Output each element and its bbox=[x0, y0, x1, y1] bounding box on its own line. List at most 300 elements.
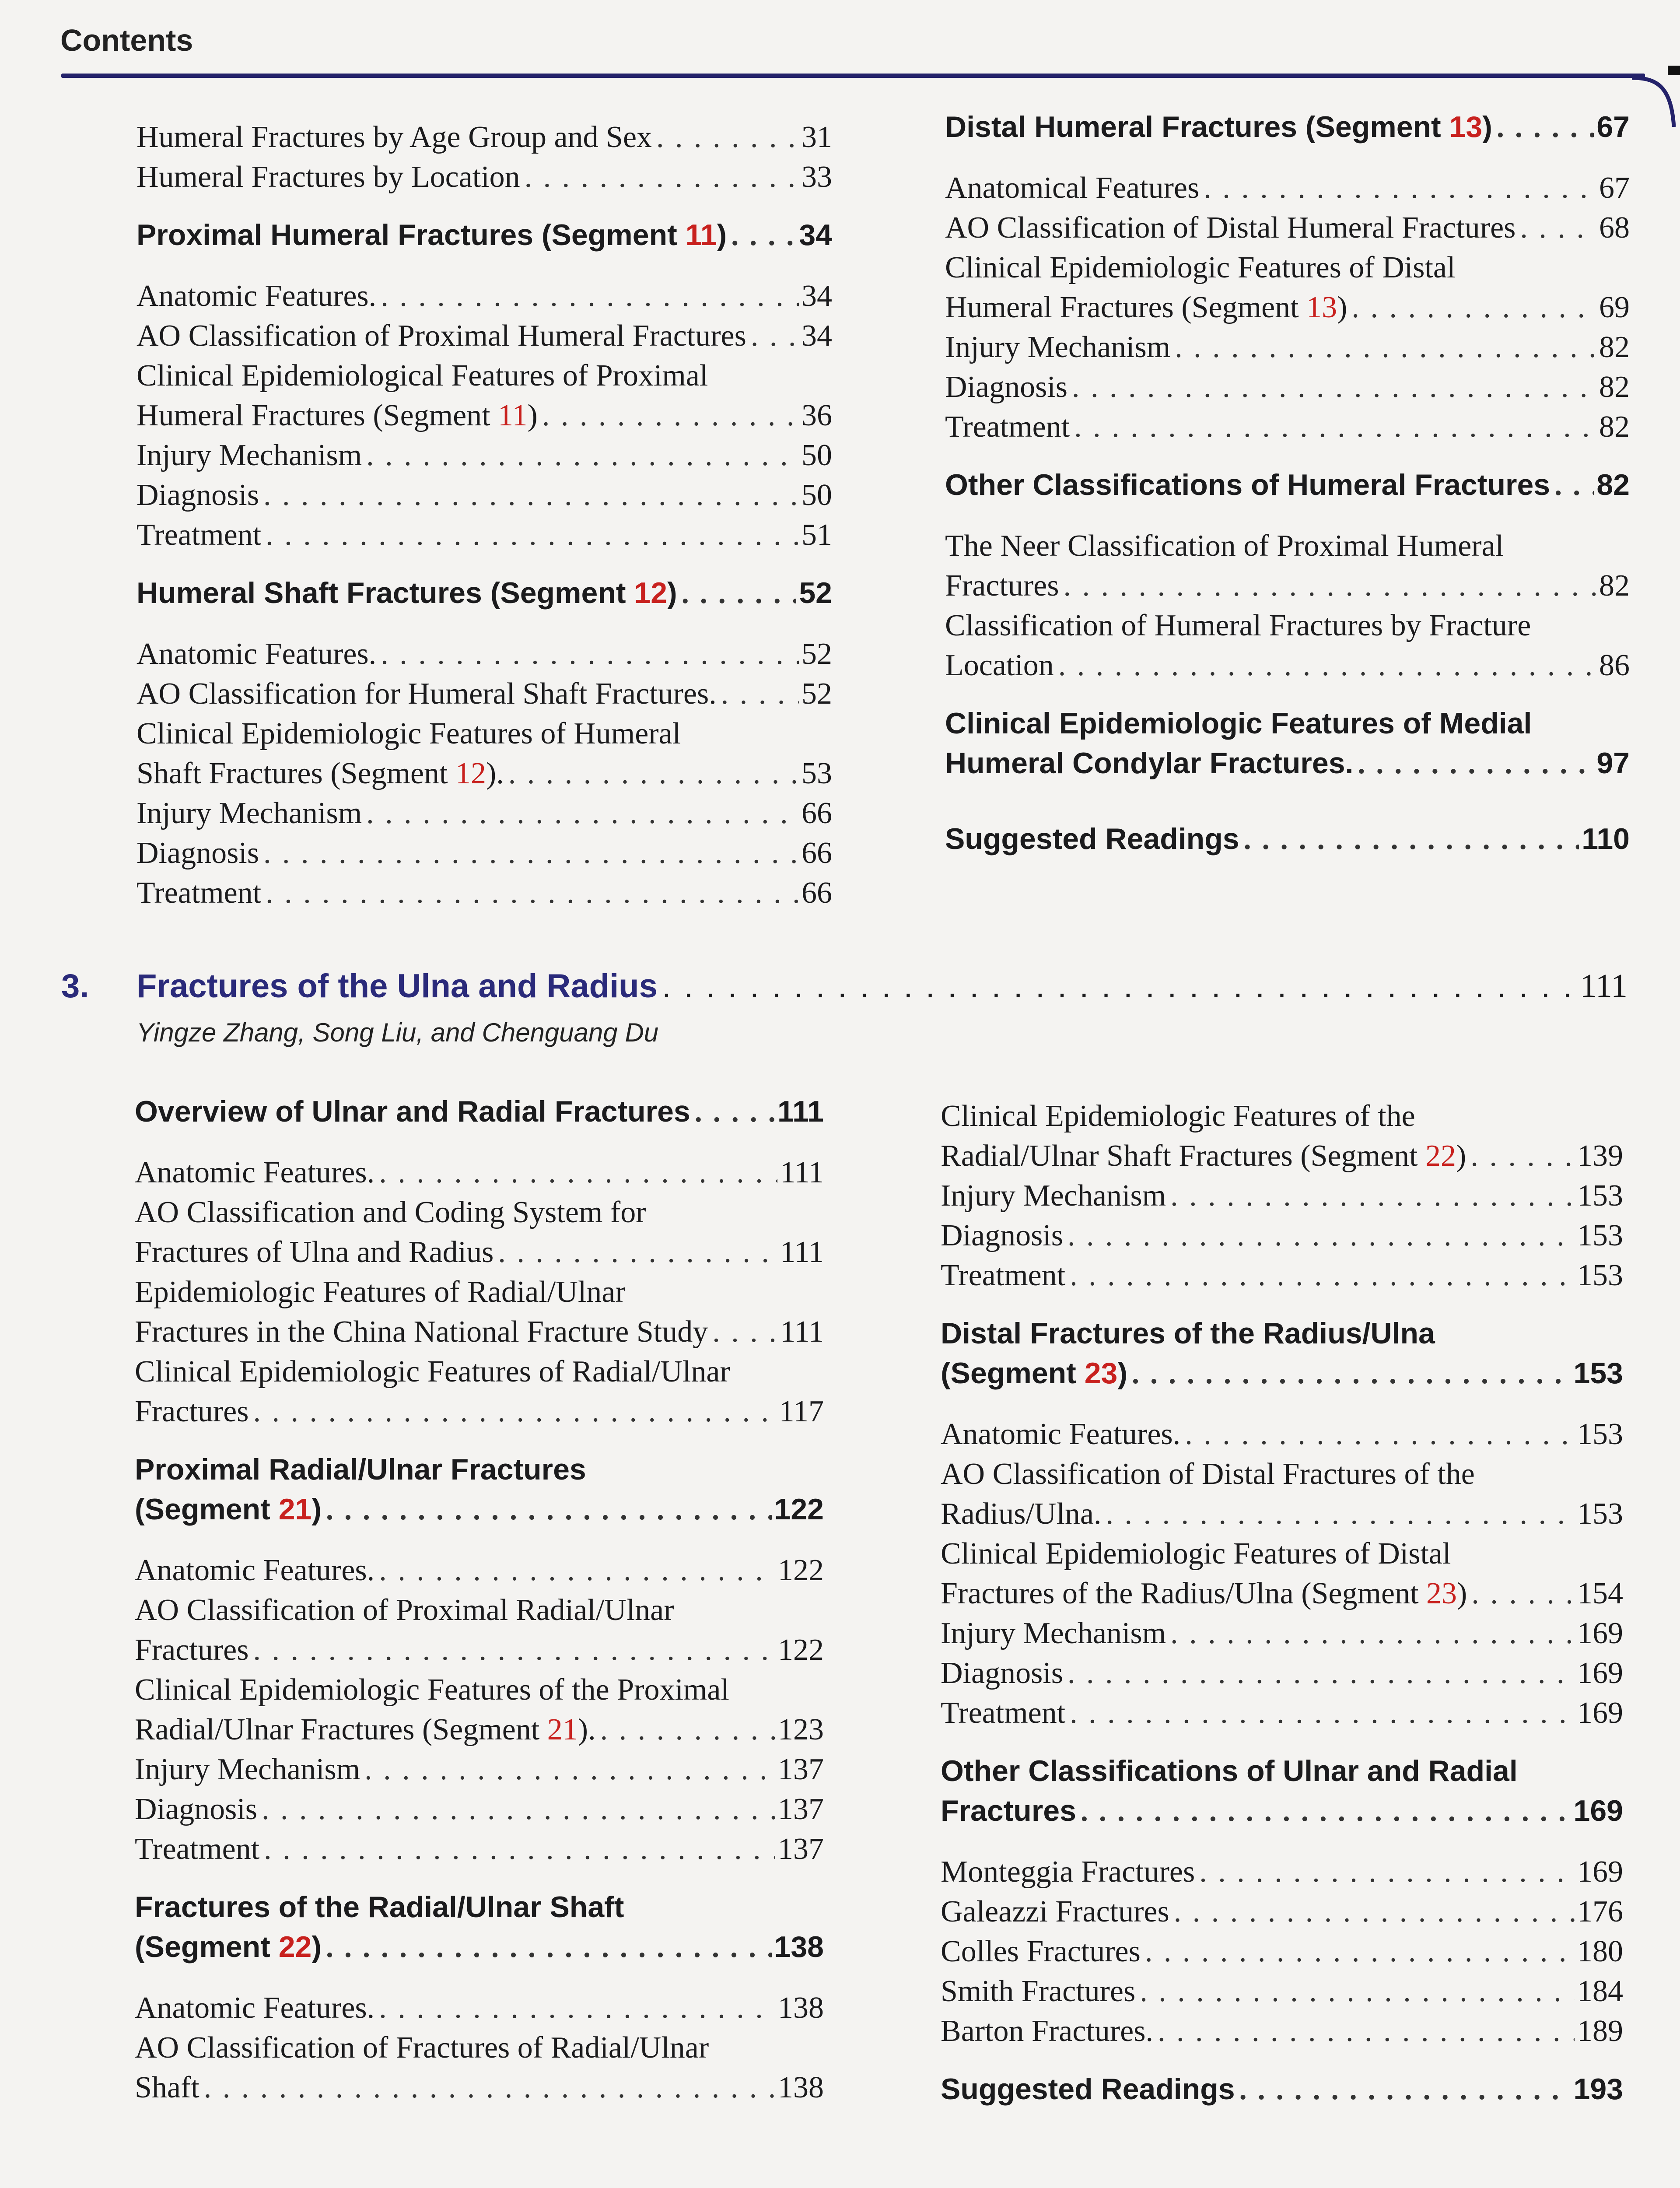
segment-number: 13 bbox=[1449, 110, 1483, 144]
toc-entry[interactable] bbox=[945, 327, 1630, 367]
leader-dots bbox=[1070, 1255, 1575, 1295]
segment-number: 13 bbox=[1306, 291, 1337, 324]
segment-number: 11 bbox=[685, 218, 717, 252]
toc-entry[interactable] bbox=[945, 288, 1630, 327]
leader-dots bbox=[379, 1550, 775, 1590]
leader-dots bbox=[751, 316, 799, 356]
page-number: 169 bbox=[1577, 1616, 1623, 1650]
entry-title: Fractures in the China National Fracture Study bbox=[135, 1315, 708, 1349]
entry-title-text: ). bbox=[578, 1713, 596, 1746]
entry-title: Treatment bbox=[941, 1696, 1066, 1730]
toc-entry[interactable] bbox=[941, 1613, 1623, 1653]
entry-title: Shaft bbox=[135, 2071, 200, 2104]
page-number: 111 bbox=[780, 1156, 824, 1189]
entry-title: Anatomical Features bbox=[945, 171, 1200, 205]
entry-title: Galeazzi Fractures bbox=[941, 1895, 1169, 1929]
leader-dots bbox=[253, 1630, 775, 1670]
toc-entry[interactable] bbox=[941, 1574, 1623, 1613]
entry-title: AO Classification of Proximal Humeral Fractures bbox=[136, 319, 746, 353]
entry-title: Treatment bbox=[136, 518, 262, 552]
toc-entry[interactable] bbox=[135, 1829, 824, 1869]
section-title: Suggested Readings bbox=[945, 822, 1239, 856]
toc-entry[interactable] bbox=[136, 316, 832, 356]
section-title: Humeral Condylar Fractures. bbox=[945, 747, 1354, 780]
leader-dots bbox=[1239, 2069, 1571, 2109]
leader-dots bbox=[1068, 1216, 1575, 1255]
section-title bbox=[941, 1353, 1127, 1393]
leader-dots bbox=[1204, 168, 1596, 208]
section-title bbox=[135, 1490, 322, 1529]
entry-title-line[interactable]: Clinical Epidemiologic Features of the bbox=[941, 1099, 1415, 1133]
entry-title bbox=[135, 1710, 596, 1750]
toc-entry[interactable] bbox=[941, 1136, 1623, 1176]
page-number: 82 bbox=[1599, 330, 1630, 364]
entry-title: Anatomic Features. bbox=[135, 1553, 375, 1587]
leader-dots bbox=[1145, 1932, 1575, 1971]
section-title-text: ) bbox=[717, 218, 727, 252]
section-title-line[interactable]: Distal Fractures of the Radius/Ulna bbox=[941, 1317, 1435, 1350]
leader-dots bbox=[204, 2068, 775, 2107]
toc-entry[interactable] bbox=[941, 2011, 1623, 2051]
section-title: Other Classifications of Humeral Fractures bbox=[945, 468, 1550, 501]
leader-dots bbox=[1175, 327, 1596, 367]
page-number: 69 bbox=[1599, 291, 1630, 324]
page-number: 153 bbox=[1577, 1259, 1623, 1292]
page-number: 137 bbox=[778, 1832, 824, 1866]
page-number: 153 bbox=[1577, 1417, 1623, 1451]
page-number: 66 bbox=[802, 876, 832, 910]
entry-title: Treatment bbox=[941, 1259, 1066, 1292]
leader-dots bbox=[379, 1153, 777, 1192]
segment-number: 22 bbox=[278, 1930, 312, 1964]
leader-dots bbox=[366, 435, 799, 475]
page-edge-curve bbox=[1632, 66, 1680, 127]
page-number: 122 bbox=[774, 1493, 824, 1526]
section-title: Suggested Readings bbox=[941, 2072, 1235, 2106]
leader-dots bbox=[695, 1092, 775, 1132]
toc-entry[interactable] bbox=[941, 1414, 1623, 1454]
leader-dots bbox=[366, 793, 799, 833]
leader-dots bbox=[264, 1829, 775, 1869]
leader-dots bbox=[1554, 465, 1594, 505]
leader-dots bbox=[1471, 1574, 1575, 1613]
page-number: 111 bbox=[780, 1235, 824, 1269]
page-number: 138 bbox=[778, 1991, 824, 2025]
page-number: 34 bbox=[799, 218, 832, 252]
upper-left-column bbox=[136, 117, 832, 913]
toc-section-heading[interactable] bbox=[945, 743, 1630, 783]
entry-title: Fractures bbox=[135, 1633, 249, 1667]
entry-title-line[interactable]: Classification of Humeral Fractures by Fracture bbox=[945, 609, 1531, 642]
toc-entry[interactable] bbox=[941, 1494, 1623, 1534]
leader-dots bbox=[1081, 1791, 1571, 1831]
section-title bbox=[945, 107, 1492, 147]
page-number: 111 bbox=[777, 1095, 824, 1128]
toc-section-heading[interactable] bbox=[945, 465, 1630, 505]
leader-dots bbox=[1070, 1693, 1575, 1733]
segment-number: 12 bbox=[634, 576, 668, 610]
toc-entry[interactable] bbox=[941, 1693, 1623, 1733]
section-title-line[interactable]: Proximal Radial/Ulnar Fractures bbox=[135, 1453, 586, 1486]
toc-entry[interactable] bbox=[136, 793, 832, 833]
page-number: 189 bbox=[1577, 2014, 1623, 2048]
toc-entry[interactable] bbox=[136, 475, 832, 515]
leader-dots bbox=[1358, 743, 1594, 783]
lower-left-column bbox=[135, 1092, 824, 2107]
leader-dots bbox=[1244, 819, 1579, 859]
leader-dots bbox=[682, 573, 797, 613]
page-number: 117 bbox=[779, 1395, 824, 1428]
entry-title: Injury Mechanism bbox=[136, 438, 362, 472]
toc-entry[interactable] bbox=[136, 157, 832, 197]
leader-dots bbox=[381, 634, 799, 674]
toc-entry[interactable] bbox=[136, 435, 832, 475]
toc-entry[interactable] bbox=[135, 1789, 824, 1829]
entry-title: Injury Mechanism bbox=[136, 796, 362, 830]
entry-title: Diagnosis bbox=[941, 1656, 1063, 1690]
page-number: 34 bbox=[802, 279, 832, 313]
header-rule bbox=[61, 74, 1645, 78]
leader-dots bbox=[498, 1232, 777, 1272]
page-number: 153 bbox=[1573, 1357, 1623, 1390]
page-number: 52 bbox=[799, 576, 832, 610]
page-number: 110 bbox=[1582, 822, 1630, 856]
toc-entry[interactable] bbox=[941, 1932, 1623, 1971]
section-title-line[interactable]: Clinical Epidemiologic Features of Medial bbox=[945, 707, 1532, 740]
toc-section-heading[interactable] bbox=[136, 215, 832, 255]
section-title-text: (Segment bbox=[135, 1493, 279, 1526]
entry-title-line[interactable]: Clinical Epidemiologic Features of Distal bbox=[941, 1537, 1451, 1571]
chapter-title: Fractures of the Ulna and Radius bbox=[136, 968, 658, 1005]
toc-section-heading[interactable] bbox=[941, 2069, 1623, 2109]
toc-entry[interactable] bbox=[945, 208, 1630, 248]
toc-entry[interactable] bbox=[135, 1710, 824, 1750]
toc-entry[interactable] bbox=[135, 1232, 824, 1272]
entry-title: Smith Fractures bbox=[941, 1974, 1136, 2008]
toc-section-heading[interactable] bbox=[135, 1092, 824, 1132]
section-title-line[interactable]: Other Classifications of Ulnar and Radial bbox=[941, 1754, 1518, 1788]
section-title: Fractures bbox=[941, 1794, 1076, 1827]
leader-dots bbox=[1351, 288, 1596, 327]
leader-dots bbox=[1520, 208, 1596, 248]
entry-title: Diagnosis bbox=[945, 370, 1068, 404]
toc-entry[interactable] bbox=[136, 117, 832, 157]
toc-entry[interactable] bbox=[136, 515, 832, 555]
toc-entry[interactable] bbox=[135, 1630, 824, 1670]
entry-title-line[interactable]: AO Classification of Proximal Radial/Ulnar bbox=[135, 1593, 674, 1627]
entry-title-text: Shaft Fractures (Segment bbox=[136, 757, 455, 790]
section-title bbox=[136, 215, 727, 255]
entry-title: Fractures bbox=[945, 569, 1059, 603]
leader-dots bbox=[1068, 1653, 1575, 1693]
entry-title: Injury Mechanism bbox=[135, 1753, 360, 1786]
entry-title: Colles Fractures bbox=[941, 1935, 1141, 1968]
entry-title-line[interactable]: Clinical Epidemiological Features of Proximal bbox=[136, 359, 708, 393]
toc-entry[interactable] bbox=[945, 168, 1630, 208]
page-number: 97 bbox=[1596, 747, 1630, 780]
leader-dots bbox=[731, 215, 796, 255]
entry-title: Anatomic Features. bbox=[136, 279, 377, 313]
segment-number: 21 bbox=[278, 1493, 312, 1526]
leader-dots bbox=[1174, 1892, 1575, 1932]
toc-section-heading[interactable] bbox=[135, 1927, 824, 1967]
leader-dots bbox=[381, 276, 799, 316]
section-title-text: ) bbox=[312, 1930, 322, 1964]
toc-entry[interactable] bbox=[941, 1176, 1623, 1216]
section-title-text: (Segment bbox=[941, 1357, 1085, 1390]
toc-entry[interactable] bbox=[135, 1312, 824, 1352]
entry-title bbox=[136, 754, 504, 793]
entry-title: Anatomic Features. bbox=[941, 1417, 1181, 1451]
entry-title-text: Radial/Ulnar Shaft Fractures (Segment bbox=[941, 1139, 1426, 1173]
entry-title: Radius/Ulna. bbox=[941, 1497, 1102, 1531]
page-number: 51 bbox=[802, 518, 832, 552]
chapter-authors: Yingze Zhang, Song Liu, and Chenguang Du bbox=[136, 1018, 659, 1047]
leader-dots bbox=[263, 833, 799, 873]
entry-title-line[interactable]: Clinical Epidemiologic Features of the Proximal bbox=[135, 1673, 729, 1707]
toc-section-heading[interactable] bbox=[136, 573, 832, 613]
segment-number: 23 bbox=[1426, 1577, 1457, 1610]
page-number: 193 bbox=[1573, 2072, 1623, 2106]
page-number: 169 bbox=[1577, 1855, 1623, 1889]
toc-entry[interactable] bbox=[135, 1988, 824, 2028]
toc-section-heading[interactable] bbox=[135, 1490, 824, 1529]
leader-dots bbox=[1063, 566, 1596, 606]
leader-dots bbox=[721, 674, 799, 714]
toc-entry[interactable] bbox=[135, 1392, 824, 1431]
page-number: 138 bbox=[778, 2071, 824, 2104]
segment-number: 21 bbox=[547, 1713, 578, 1746]
entry-title: Humeral Fractures by Location bbox=[136, 160, 520, 194]
page-number: 52 bbox=[802, 637, 832, 671]
toc-entry[interactable] bbox=[941, 1971, 1623, 2011]
entry-title: Treatment bbox=[135, 1832, 260, 1866]
toc-entry[interactable] bbox=[941, 1653, 1623, 1693]
section-title bbox=[135, 1927, 322, 1967]
entry-title-line[interactable]: AO Classification and Coding System for bbox=[135, 1196, 646, 1229]
page-number: 153 bbox=[1577, 1219, 1623, 1252]
entry-title: Anatomic Features. bbox=[135, 1156, 375, 1189]
toc-entry[interactable] bbox=[136, 634, 832, 674]
toc-entry[interactable] bbox=[941, 1892, 1623, 1932]
entry-title bbox=[941, 1136, 1466, 1176]
page-number: 153 bbox=[1577, 1179, 1623, 1213]
toc-entry[interactable] bbox=[136, 396, 832, 435]
entry-title-line[interactable]: Epidemiologic Features of Radial/Ulnar bbox=[135, 1275, 626, 1309]
page-number: 68 bbox=[1599, 211, 1630, 245]
page-number: 169 bbox=[1577, 1696, 1623, 1730]
toc-entry[interactable] bbox=[941, 1255, 1623, 1295]
entry-title: AO Classification for Humeral Shaft Fractures. bbox=[136, 677, 717, 711]
leader-dots bbox=[1158, 2011, 1575, 2051]
section-title-text: ) bbox=[667, 576, 677, 610]
page-number: 34 bbox=[802, 319, 832, 353]
chapter-number: 3. bbox=[61, 968, 89, 1005]
page-number: 53 bbox=[802, 757, 832, 790]
section-title-text: Distal Humeral Fractures (Segment bbox=[945, 110, 1449, 144]
leader-dots bbox=[262, 1789, 775, 1829]
entry-title bbox=[136, 396, 538, 435]
toc-entry[interactable] bbox=[135, 1153, 824, 1192]
leader-dots bbox=[1074, 407, 1596, 447]
entry-title-line[interactable]: AO Classification of Fractures of Radial/Ulnar bbox=[135, 2031, 709, 2065]
toc-entry[interactable] bbox=[136, 276, 832, 316]
page-number: 111 bbox=[1580, 968, 1628, 1004]
entry-title: Anatomic Features. bbox=[136, 637, 377, 671]
leader-dots bbox=[1170, 1176, 1575, 1216]
segment-number: 23 bbox=[1084, 1357, 1118, 1390]
section-title-text: ) bbox=[1117, 1357, 1128, 1390]
leader-dots bbox=[364, 1750, 775, 1789]
entry-title-text: ) bbox=[1337, 291, 1348, 324]
leader-dots bbox=[1072, 367, 1596, 407]
entry-title: Location bbox=[945, 649, 1054, 682]
entry-title-text: Fractures of the Radius/Ulna (Segment bbox=[941, 1577, 1427, 1610]
entry-title: Diagnosis bbox=[941, 1219, 1063, 1252]
leader-dots bbox=[1132, 1353, 1571, 1393]
entry-title: Anatomic Features. bbox=[135, 1991, 375, 2025]
page-number: 50 bbox=[802, 478, 832, 512]
entry-title bbox=[945, 288, 1347, 327]
leader-dots bbox=[1185, 1414, 1575, 1454]
page-number: 184 bbox=[1577, 1974, 1623, 2008]
section-title-text: (Segment bbox=[135, 1930, 279, 1964]
toc-entry[interactable] bbox=[135, 2068, 824, 2107]
toc-entry[interactable] bbox=[945, 367, 1630, 407]
entry-title-line[interactable]: The Neer Classification of Proximal Humeral bbox=[945, 529, 1504, 563]
page-number: 137 bbox=[778, 1792, 824, 1826]
leader-dots bbox=[266, 873, 799, 913]
page-number: 122 bbox=[778, 1553, 824, 1587]
leader-dots bbox=[253, 1392, 776, 1431]
leader-dots bbox=[266, 515, 799, 555]
section-title-line[interactable]: Fractures of the Radial/Ulnar Shaft bbox=[135, 1890, 624, 1924]
leader-dots bbox=[1199, 1852, 1575, 1892]
toc-section-heading[interactable] bbox=[945, 819, 1630, 859]
leader-dots bbox=[712, 1312, 777, 1352]
entry-title-text: Humeral Fractures (Segment bbox=[136, 399, 498, 432]
entry-title-line[interactable]: Clinical Epidemiologic Features of Radial/Ulnar bbox=[135, 1355, 730, 1389]
toc-entry[interactable] bbox=[136, 873, 832, 913]
leader-dots bbox=[1170, 1613, 1575, 1653]
page-number: 138 bbox=[774, 1930, 824, 1964]
leader-dots bbox=[1497, 107, 1594, 147]
toc-entry[interactable] bbox=[941, 1216, 1623, 1255]
entry-title: Humeral Fractures by Age Group and Sex bbox=[136, 120, 652, 154]
toc-section-heading[interactable] bbox=[945, 107, 1630, 147]
section-title-text: Humeral Shaft Fractures (Segment bbox=[136, 576, 634, 610]
entry-title: Treatment bbox=[136, 876, 262, 910]
page-number: 122 bbox=[778, 1633, 824, 1667]
upper-right-column bbox=[945, 107, 1630, 859]
leader-dots bbox=[263, 475, 799, 515]
leader-dots bbox=[1106, 1494, 1575, 1534]
entry-title: Fractures of Ulna and Radius bbox=[135, 1235, 494, 1269]
page-number: 36 bbox=[802, 399, 832, 432]
toc-entry[interactable] bbox=[135, 1550, 824, 1590]
page-number: 176 bbox=[1577, 1895, 1623, 1929]
toc-entry[interactable] bbox=[945, 566, 1630, 606]
running-head: Contents bbox=[60, 23, 193, 57]
segment-number: 11 bbox=[498, 399, 528, 432]
page-number: 86 bbox=[1599, 649, 1630, 682]
page-number: 169 bbox=[1577, 1656, 1623, 1690]
page-number: 123 bbox=[778, 1713, 824, 1746]
chapter-heading[interactable] bbox=[61, 967, 1628, 1005]
leader-dots bbox=[326, 1927, 772, 1967]
page-number: 169 bbox=[1573, 1794, 1623, 1827]
entry-title-line[interactable]: Clinical Epidemiologic Features of Humeral bbox=[136, 717, 681, 750]
entry-title: Treatment bbox=[945, 410, 1070, 444]
page-number: 33 bbox=[802, 160, 832, 194]
entry-title: AO Classification of Distal Humeral Fractures bbox=[945, 211, 1516, 245]
toc-entry[interactable] bbox=[945, 407, 1630, 447]
leader-dots bbox=[662, 967, 1578, 1005]
entry-title-text: ) bbox=[1457, 1577, 1467, 1610]
entry-title-line[interactable]: AO Classification of Distal Fractures of the bbox=[941, 1457, 1475, 1491]
leader-dots bbox=[1058, 645, 1596, 685]
page-number: 111 bbox=[780, 1315, 824, 1349]
entry-title: Injury Mechanism bbox=[941, 1179, 1166, 1213]
entry-title: Injury Mechanism bbox=[945, 330, 1171, 364]
page-number: 66 bbox=[802, 836, 832, 870]
entry-title bbox=[941, 1574, 1467, 1613]
toc-section-heading[interactable] bbox=[941, 1353, 1623, 1393]
lower-right-column bbox=[941, 1096, 1623, 2109]
section-title bbox=[136, 573, 677, 613]
page-number: 31 bbox=[802, 120, 832, 154]
section-title: Overview of Ulnar and Radial Fractures bbox=[135, 1095, 690, 1128]
leader-dots bbox=[1140, 1971, 1575, 2011]
toc-entry[interactable] bbox=[136, 674, 832, 714]
page-number: 82 bbox=[1599, 569, 1630, 603]
entry-title-text: ) bbox=[527, 399, 538, 432]
page-number: 137 bbox=[778, 1753, 824, 1786]
page-number: 67 bbox=[1596, 110, 1630, 144]
page-number: 52 bbox=[802, 677, 832, 711]
page-number: 153 bbox=[1577, 1497, 1623, 1531]
page-number: 82 bbox=[1599, 410, 1630, 444]
entry-title: Fractures bbox=[135, 1395, 249, 1428]
entry-title: Injury Mechanism bbox=[941, 1616, 1166, 1650]
toc-entry[interactable] bbox=[135, 1750, 824, 1789]
section-title-text: Proximal Humeral Fractures (Segment bbox=[136, 218, 686, 252]
toc-section-heading[interactable] bbox=[941, 1791, 1623, 1831]
page-number: 82 bbox=[1596, 468, 1630, 501]
entry-title-text: Humeral Fractures (Segment bbox=[945, 291, 1307, 324]
page-number: 139 bbox=[1577, 1139, 1623, 1173]
entry-title-text: ). bbox=[486, 757, 504, 790]
entry-title-text: Radial/Ulnar Fractures (Segment bbox=[135, 1713, 547, 1746]
page-number: 66 bbox=[802, 796, 832, 830]
entry-title: Barton Fractures. bbox=[941, 2014, 1153, 2048]
page-number: 67 bbox=[1599, 171, 1630, 205]
entry-title-text: ) bbox=[1456, 1139, 1466, 1173]
entry-title: Diagnosis bbox=[136, 478, 259, 512]
leader-dots bbox=[508, 754, 799, 793]
leader-dots bbox=[656, 117, 799, 157]
page-number: 180 bbox=[1577, 1935, 1623, 1968]
toc-entry[interactable] bbox=[136, 754, 832, 793]
segment-number: 12 bbox=[455, 757, 486, 790]
leader-dots bbox=[379, 1988, 775, 2028]
leader-dots bbox=[525, 157, 799, 197]
toc-entry[interactable] bbox=[941, 1852, 1623, 1892]
toc-entry[interactable] bbox=[136, 833, 832, 873]
section-title-text: ) bbox=[312, 1493, 322, 1526]
toc-entry[interactable] bbox=[945, 645, 1630, 685]
entry-title-line[interactable]: Clinical Epidemiologic Features of Distal bbox=[945, 251, 1456, 284]
